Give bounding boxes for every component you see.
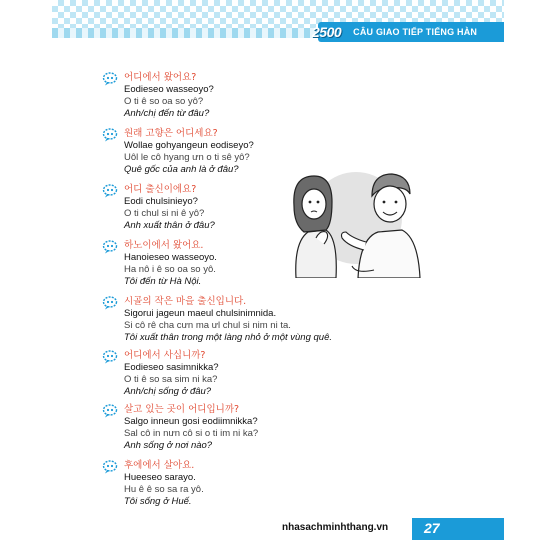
romanization: Sigorui jageun maeul chulsinimnida. bbox=[124, 308, 277, 319]
speech-bubble-icon bbox=[102, 296, 118, 310]
phrase-entry bbox=[124, 296, 424, 344]
vietnamese-pronunciation: Si cô rê cha cưn ma ưl chul si nim ni ta. bbox=[124, 320, 291, 331]
page-footer bbox=[282, 518, 504, 540]
vietnamese-translation: Anh/chị sống ở đâu? bbox=[124, 386, 212, 397]
vietnamese-pronunciation: Hu ê ê so sa ra yô. bbox=[124, 484, 204, 495]
vietnamese-pronunciation: O ti chul si ni ê yô? bbox=[124, 208, 205, 219]
korean-text: 어디에서 왔어요? bbox=[124, 72, 197, 83]
phrase-entry bbox=[124, 72, 424, 120]
vietnamese-translation: Quê gốc của anh là ở đâu? bbox=[124, 164, 239, 175]
korean-text: 원래 고향은 어디세요? bbox=[124, 128, 218, 139]
korean-text: 하노이에서 왔어요. bbox=[124, 240, 204, 251]
korean-text: 시골의 작은 마을 출신입니다. bbox=[124, 296, 247, 307]
romanization: Eodieseo wasseoyo? bbox=[124, 84, 214, 95]
page-header bbox=[52, 0, 504, 48]
korean-text: 어디에서 사십니까? bbox=[124, 350, 206, 361]
vietnamese-pronunciation: Ha nô i ê so oa so yô. bbox=[124, 264, 216, 275]
romanization: Eodi chulsinieyo? bbox=[124, 196, 198, 207]
speech-bubble-icon bbox=[102, 460, 118, 474]
phrase-entry bbox=[124, 460, 424, 508]
phrase-entry bbox=[124, 404, 424, 452]
vietnamese-pronunciation: O ti ê so oa so yô? bbox=[124, 96, 204, 107]
page-number-box bbox=[412, 518, 504, 540]
vietnamese-pronunciation: Sal cô in nưn cô si o ti im ni ka? bbox=[124, 428, 259, 439]
page-number: 27 bbox=[424, 520, 440, 536]
romanization: Salgo inneun gosi eodiimnikka? bbox=[124, 416, 258, 427]
romanization: Hueeseo sarayo. bbox=[124, 472, 196, 483]
vietnamese-translation: Anh/chị đến từ đâu? bbox=[124, 108, 210, 119]
vietnamese-translation: Anh sống ở nơi nào? bbox=[124, 440, 213, 451]
vietnamese-pronunciation: Uôl le cô hyang ưn o ti sê yô? bbox=[124, 152, 250, 163]
romanization: Wollae gohyangeun eodiseyo? bbox=[124, 140, 254, 151]
phrase-entry bbox=[124, 350, 424, 398]
romanization: Hanoieseo wasseoyo. bbox=[124, 252, 217, 263]
korean-text: 어디 출신이에요? bbox=[124, 184, 197, 195]
book-number: 2500 bbox=[312, 24, 342, 40]
korean-text: 살고 있는 곳이 어디입니까? bbox=[124, 404, 240, 415]
romanization: Eodieseo sasimnikka? bbox=[124, 362, 219, 373]
speech-bubble-icon bbox=[102, 404, 118, 418]
vietnamese-translation: Tôi sống ở Huế. bbox=[124, 496, 192, 507]
vietnamese-translation: Tôi đến từ Hà Nội. bbox=[124, 276, 202, 287]
vietnamese-pronunciation: O ti ê so sa sim ni ka? bbox=[124, 374, 218, 385]
vietnamese-translation: Anh xuất thân ở đâu? bbox=[124, 220, 215, 231]
speech-bubble-icon bbox=[102, 128, 118, 142]
website-label: nhasachminhthang.vn bbox=[282, 522, 389, 533]
korean-text: 후에에서 살아요. bbox=[124, 460, 195, 471]
speech-bubble-icon bbox=[102, 184, 118, 198]
header-title-bar bbox=[312, 22, 504, 42]
conversation-illustration bbox=[286, 166, 422, 278]
book-title: CÂU GIAO TIẾP TIẾNG HÀN bbox=[353, 27, 478, 37]
vietnamese-translation: Tôi xuất thân trong một làng nhỏ ở một vùng quê. bbox=[124, 332, 333, 343]
speech-bubble-icon bbox=[102, 72, 118, 86]
speech-bubble-icon bbox=[102, 240, 118, 254]
speech-bubble-icon bbox=[102, 350, 118, 364]
